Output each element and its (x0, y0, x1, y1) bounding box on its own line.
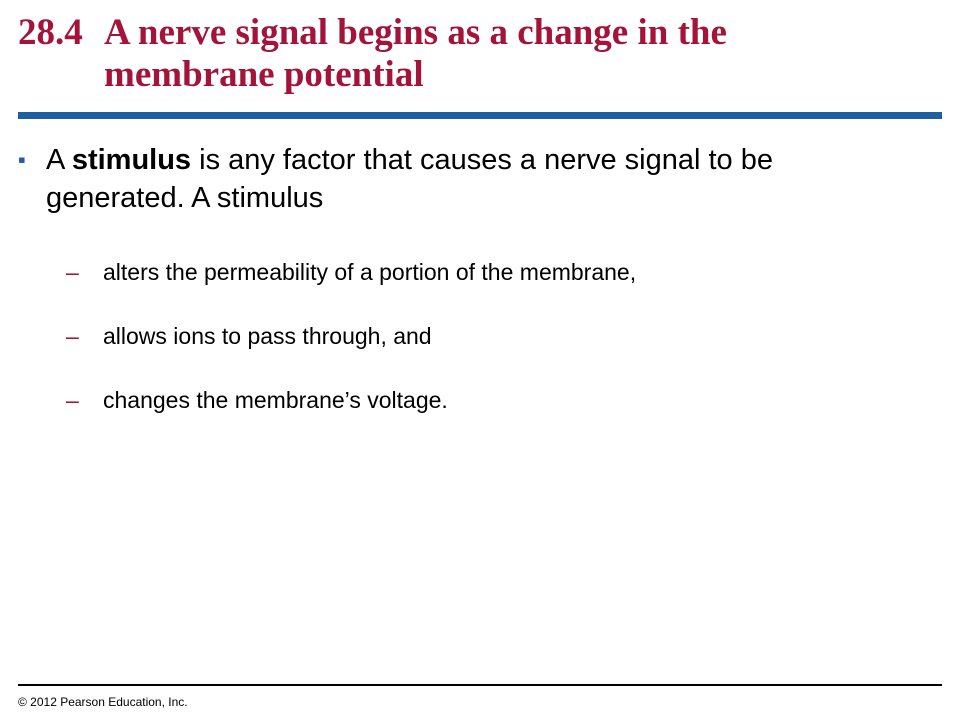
copyright-footer: © 2012 Pearson Education, Inc. (18, 695, 188, 709)
title-divider (18, 112, 942, 119)
section-number: 28.4 (18, 12, 83, 53)
sub-bullet-text: changes the membrane’s voltage. (103, 387, 448, 413)
dash-bullet-icon: – (66, 323, 79, 349)
main-bullet (18, 141, 918, 217)
sub-bullet (66, 321, 926, 351)
main-bullet-text (18, 141, 918, 217)
title-line-1: A nerve signal begins as a change in the (104, 12, 727, 53)
sub-bullet (66, 385, 926, 415)
sub-bullet-text: alters the permeability of a portion of the membrane, (103, 259, 637, 285)
slide-title (18, 12, 938, 96)
main-bullet-prefix: A (46, 144, 72, 176)
sub-bullet-text: allows ions to pass through, and (103, 323, 432, 349)
square-bullet-icon: ▪ (18, 147, 26, 172)
title-line-2: membrane potential (104, 54, 424, 95)
dash-bullet-icon: – (66, 259, 79, 285)
main-bullet-term: stimulus (71, 144, 192, 176)
footer-divider (18, 684, 942, 686)
main-bullet-suffix: is any factor that causes a nerve signal to be generated. A stimulus (46, 144, 774, 214)
dash-bullet-icon: – (66, 387, 79, 413)
sub-bullet (66, 257, 926, 287)
